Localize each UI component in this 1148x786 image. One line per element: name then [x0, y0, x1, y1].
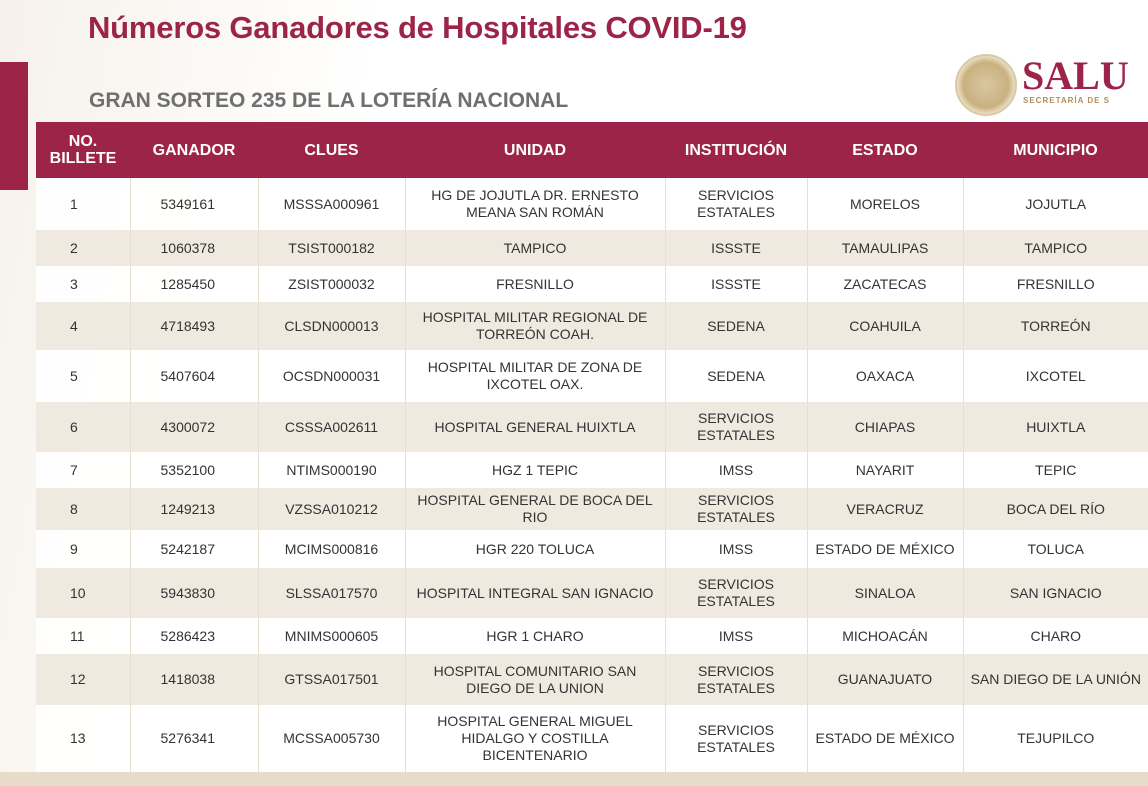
cell-clues: MNIMS000605	[258, 618, 405, 654]
table-row	[36, 618, 1148, 654]
logo-main-text: SALU	[1022, 54, 1129, 98]
table-row	[36, 350, 1148, 402]
table-row	[36, 568, 1148, 618]
table-row	[36, 178, 1148, 230]
table-header-row	[36, 122, 1148, 178]
cell-institucion: ISSSTE	[665, 230, 807, 266]
cell-unidad: TAMPICO	[405, 230, 665, 266]
cell-billete: 6	[36, 402, 130, 452]
cell-estado: SINALOA	[807, 568, 963, 618]
cell-estado: ESTADO DE MÉXICO	[807, 530, 963, 568]
cell-unidad: HOSPITAL GENERAL HUIXTLA	[405, 402, 665, 452]
cell-municipio: SAN IGNACIO	[963, 568, 1148, 618]
cell-unidad: HGZ 1 TEPIC	[405, 452, 665, 488]
cell-clues: CLSDN000013	[258, 302, 405, 350]
cell-clues: MCSSA005730	[258, 705, 405, 772]
cell-municipio: IXCOTEL	[963, 350, 1148, 402]
cell-institucion: SERVICIOS ESTATALES	[665, 178, 807, 230]
header-billete: NO. BILLETE	[36, 122, 130, 178]
subtitle: GRAN SORTEO 235 DE LA LOTERÍA NACIONAL	[89, 89, 569, 112]
header-estado: ESTADO	[807, 122, 963, 178]
header-institucion: INSTITUCIÓN	[665, 122, 807, 178]
cell-estado: VERACRUZ	[807, 488, 963, 530]
table-row	[36, 266, 1148, 302]
cell-estado: ZACATECAS	[807, 266, 963, 302]
cell-unidad: HOSPITAL GENERAL DE BOCA DEL RIO	[405, 488, 665, 530]
cell-institucion: SERVICIOS ESTATALES	[665, 654, 807, 705]
cell-estado: TAMAULIPAS	[807, 230, 963, 266]
table-row	[36, 654, 1148, 705]
cell-ganador: 5349161	[130, 178, 258, 230]
cell-institucion: SERVICIOS ESTATALES	[665, 488, 807, 530]
cell-institucion: SERVICIOS ESTATALES	[665, 705, 807, 772]
winners-table	[36, 122, 1148, 772]
cell-municipio: TAMPICO	[963, 230, 1148, 266]
national-seal-icon	[955, 54, 1017, 116]
cell-billete: 1	[36, 178, 130, 230]
cell-municipio: CHARO	[963, 618, 1148, 654]
logo-sub-text: SECRETARÍA DE S	[1023, 96, 1111, 105]
cell-institucion: SERVICIOS ESTATALES	[665, 402, 807, 452]
cell-ganador: 5242187	[130, 530, 258, 568]
cell-unidad: HGR 1 CHARO	[405, 618, 665, 654]
cell-municipio: TEJUPILCO	[963, 705, 1148, 772]
cell-ganador: 1285450	[130, 266, 258, 302]
cell-clues: NTIMS000190	[258, 452, 405, 488]
cell-billete: 10	[36, 568, 130, 618]
cell-estado: MICHOACÁN	[807, 618, 963, 654]
cell-estado: CHIAPAS	[807, 402, 963, 452]
cell-billete: 8	[36, 488, 130, 530]
cell-municipio: TORREÓN	[963, 302, 1148, 350]
cell-institucion: SERVICIOS ESTATALES	[665, 568, 807, 618]
cell-estado: MORELOS	[807, 178, 963, 230]
cell-clues: MSSSA000961	[258, 178, 405, 230]
table-row	[36, 230, 1148, 266]
table-row	[36, 530, 1148, 568]
cell-institucion: ISSSTE	[665, 266, 807, 302]
table-row	[36, 302, 1148, 350]
cell-ganador: 4718493	[130, 302, 258, 350]
cell-billete: 2	[36, 230, 130, 266]
cell-estado: OAXACA	[807, 350, 963, 402]
cell-municipio: FRESNILLO	[963, 266, 1148, 302]
cell-ganador: 1418038	[130, 654, 258, 705]
cell-municipio: BOCA DEL RÍO	[963, 488, 1148, 530]
cell-estado: GUANAJUATO	[807, 654, 963, 705]
header-municipio: MUNICIPIO	[963, 122, 1148, 178]
cell-billete: 3	[36, 266, 130, 302]
cell-billete: 9	[36, 530, 130, 568]
cell-clues: CSSSA002611	[258, 402, 405, 452]
cell-ganador: 5407604	[130, 350, 258, 402]
table-row	[36, 402, 1148, 452]
cell-ganador: 5276341	[130, 705, 258, 772]
table-row	[36, 452, 1148, 488]
cell-clues: MCIMS000816	[258, 530, 405, 568]
cell-clues: OCSDN000031	[258, 350, 405, 402]
page-title: Números Ganadores de Hospitales COVID-19	[88, 10, 747, 45]
cell-clues: TSIST000182	[258, 230, 405, 266]
cell-clues: SLSSA017570	[258, 568, 405, 618]
cell-institucion: IMSS	[665, 530, 807, 568]
cell-estado: ESTADO DE MÉXICO	[807, 705, 963, 772]
cell-unidad: FRESNILLO	[405, 266, 665, 302]
header-ganador: GANADOR	[130, 122, 258, 178]
cell-institucion: SEDENA	[665, 302, 807, 350]
cell-ganador: 5352100	[130, 452, 258, 488]
cell-unidad: HG DE JOJUTLA DR. ERNESTO MEANA SAN ROMÁN	[405, 178, 665, 230]
cell-billete: 11	[36, 618, 130, 654]
cell-unidad: HOSPITAL MILITAR DE ZONA DE IXCOTEL OAX.	[405, 350, 665, 402]
cell-estado: NAYARIT	[807, 452, 963, 488]
cell-billete: 12	[36, 654, 130, 705]
cell-institucion: IMSS	[665, 452, 807, 488]
cell-unidad: HOSPITAL GENERAL MIGUEL HIDALGO Y COSTILLA BICENTENARIO	[405, 705, 665, 772]
cell-unidad: HOSPITAL MILITAR REGIONAL DE TORREÓN COAH.	[405, 302, 665, 350]
cell-ganador: 5286423	[130, 618, 258, 654]
cell-billete: 13	[36, 705, 130, 772]
cell-clues: ZSIST000032	[258, 266, 405, 302]
cell-municipio: SAN DIEGO DE LA UNIÓN	[963, 654, 1148, 705]
cell-billete: 5	[36, 350, 130, 402]
cell-unidad: HOSPITAL INTEGRAL SAN IGNACIO	[405, 568, 665, 618]
cell-billete: 4	[36, 302, 130, 350]
salud-logo	[955, 54, 1148, 116]
cell-clues: GTSSA017501	[258, 654, 405, 705]
cell-municipio: TOLUCA	[963, 530, 1148, 568]
cell-municipio: HUIXTLA	[963, 402, 1148, 452]
cell-billete: 7	[36, 452, 130, 488]
cell-ganador: 5943830	[130, 568, 258, 618]
accent-bar	[0, 62, 28, 190]
table-row	[36, 705, 1148, 772]
cell-municipio: TEPIC	[963, 452, 1148, 488]
cell-ganador: 4300072	[130, 402, 258, 452]
cell-clues: VZSSA010212	[258, 488, 405, 530]
cell-unidad: HOSPITAL COMUNITARIO SAN DIEGO DE LA UNION	[405, 654, 665, 705]
cell-institucion: IMSS	[665, 618, 807, 654]
cell-estado: COAHUILA	[807, 302, 963, 350]
cell-institucion: SEDENA	[665, 350, 807, 402]
header-unidad: UNIDAD	[405, 122, 665, 178]
cell-unidad: HGR 220 TOLUCA	[405, 530, 665, 568]
footer-band	[0, 772, 1148, 786]
cell-ganador: 1060378	[130, 230, 258, 266]
table-row	[36, 488, 1148, 530]
header-clues: CLUES	[258, 122, 405, 178]
cell-municipio: JOJUTLA	[963, 178, 1148, 230]
cell-ganador: 1249213	[130, 488, 258, 530]
